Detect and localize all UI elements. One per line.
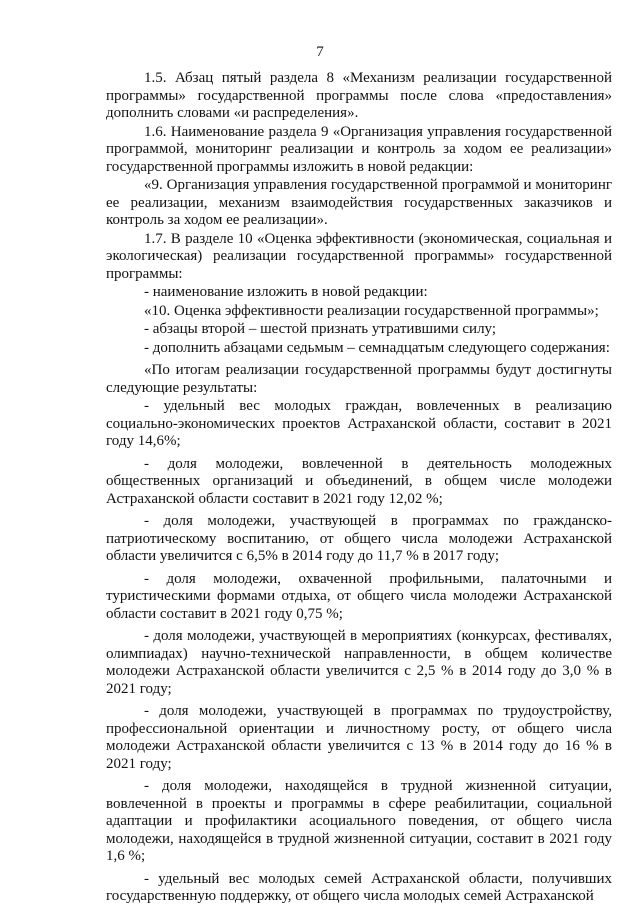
- result-item: - доля молодежи, участвующей в программах по трудоустройству, профессиональной ориентации и личностному росту, от общего числа молодежи Астраханской области увеличится с 13 % в 2014 году до 16 % в 2021 году;: [106, 703, 612, 772]
- paragraph-supplement: - дополнить абзацами седьмым – семнадцатым следующего содержания:: [144, 339, 610, 356]
- result-item: - доля молодежи, вовлеченной в деятельность молодежных общественных организаций и объединений, в общем числе молодежи Астраханской области составит в 2021 году 12,02 %;: [106, 455, 612, 507]
- paragraph-repeal: - абзацы второй – шестой признать утратившими силу;: [144, 321, 497, 337]
- result-item: - доля молодежи, участвующей в программах по гражданско-патриотическому воспитанию, от общего числа молодежи Астраханской области увеличится с 6,5% в 2014 году до 11,7 % в 2017 году;: [106, 513, 612, 564]
- result-item: - доля молодежи, участвующей в мероприятиях (конкурсах, фестивалях, олимпиадах) научно-технической направленности, в общем количестве молодежи Астраханской области увеличится с 2,5 % в 2014 году до 3,0 % в 2021 году;: [106, 628, 612, 697]
- result-item: - доля молодежи, охваченной профильными, палаточными и туристическими формами отдыха, от общего числа молодежи Астраханской области составит в 2021 году 0,75 %;: [106, 570, 612, 622]
- result-item: - удельный вес молодых граждан, вовлеченных в реализацию социально-экономических проектов Астраханской области, составит в 2021 году 14,6%;: [106, 398, 612, 449]
- paragraph-results-intro: «По итогам реализации государственной программы будут достигнуты следующие результаты:: [106, 362, 612, 396]
- result-item: - доля молодежи, находящейся в трудной жизненной ситуации, вовлеченной в проекты и программы в сфере реабилитации, социальной адаптации и профилактики асоциального поведения, от общего числа молодежи, находящейся в трудной жизненной ситуации, составит в 2021 году 1,6 %;: [106, 778, 612, 864]
- paragraph-section-10-title: «10. Оценка эффективности реализации государственной программы»;: [144, 302, 599, 319]
- paragraph-rename: - наименование изложить в новой редакции:: [144, 284, 428, 300]
- paragraph-1-6: 1.6. Наименование раздела 9 «Организация управления государственной программой, мониторинг реализации и контроль за ходом ее реализации» государственной программы изложить в новой редакции:: [106, 123, 612, 175]
- document-body: [106, 70, 612, 906]
- paragraph-section-9-title: «9. Организация управления государственной программой и мониторинг ее реализации, механизм взаимодействия государственных заказчиков и контроль за ходом ее реализации».: [106, 177, 612, 228]
- paragraph-1-7: 1.7. В разделе 10 «Оценка эффективности (экономическая, социальная и экологическая) реализации государственной программы» государственной программы:: [106, 230, 612, 282]
- result-item: - удельный вес молодых семей Астраханской области, получивших государственную поддержку, от общего числа молодых семей Астраханской: [106, 870, 612, 904]
- page-number: 7: [316, 44, 324, 60]
- paragraph-1-5: 1.5. Абзац пятый раздела 8 «Механизм реализации государственной программы» государственной программы после слова «предоставления» дополнить словами «и распределения».: [106, 70, 612, 121]
